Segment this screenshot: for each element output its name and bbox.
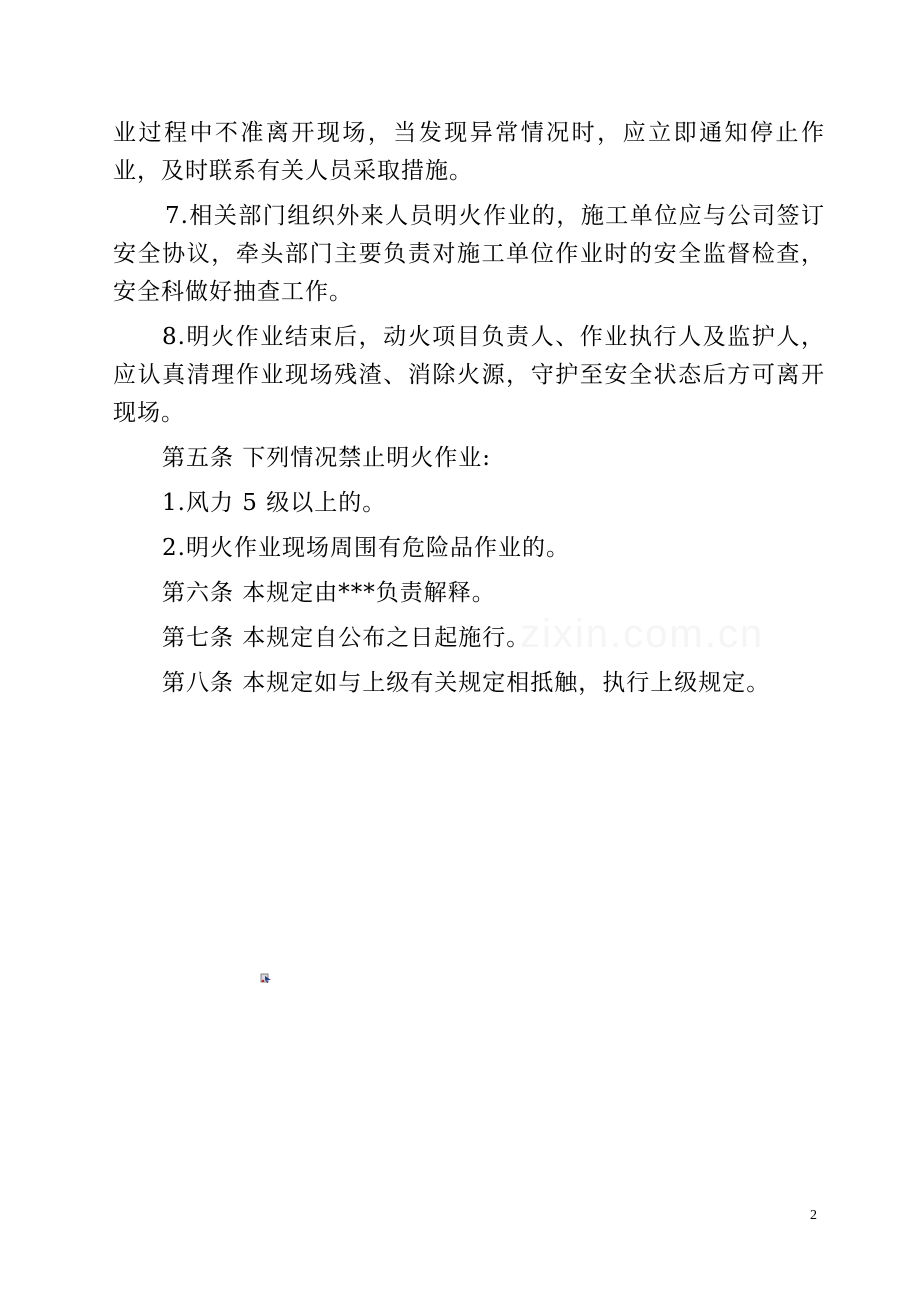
paragraph-continuation: 业过程中不准离开现场，当发现异常情况时，应立即通知停止作业，及时联系有关人员采取措施。 bbox=[113, 120, 825, 184]
paragraph-item-7: 7.相关部门组织外来人员明火作业的，施工单位应与公司签订安全协议，牵头部门主要负责对施工单位作业时的安全监督检查，安全科做好抽查工作。 bbox=[113, 203, 825, 305]
article-8: 第八条 本规定如与上级有关规定相抵触，执行上级规定。 bbox=[162, 670, 771, 696]
paragraph-item-8: 8.明火作业结束后，动火项目负责人、作业执行人及监护人，应认真清理作业现场残渣、消除火源，守护至安全状态后方可离开现场。 bbox=[113, 324, 825, 426]
article-5-heading: 第五条 下列情况禁止明火作业: bbox=[162, 445, 492, 471]
embedded-image-icon bbox=[260, 969, 272, 981]
article-5-item-1: 1.风力 5 级以上的。 bbox=[162, 490, 387, 516]
article-7: 第七条 本规定自公布之日起施行。 bbox=[162, 625, 531, 651]
document-body bbox=[113, 114, 825, 709]
watermark: zixin.com.cn bbox=[520, 612, 765, 656]
article-5-item-2: 2.明火作业现场周围有危险品作业的。 bbox=[162, 535, 570, 561]
page-number: 2 bbox=[810, 1208, 817, 1223]
article-6: 第六条 本规定由***负责解释。 bbox=[162, 580, 496, 606]
